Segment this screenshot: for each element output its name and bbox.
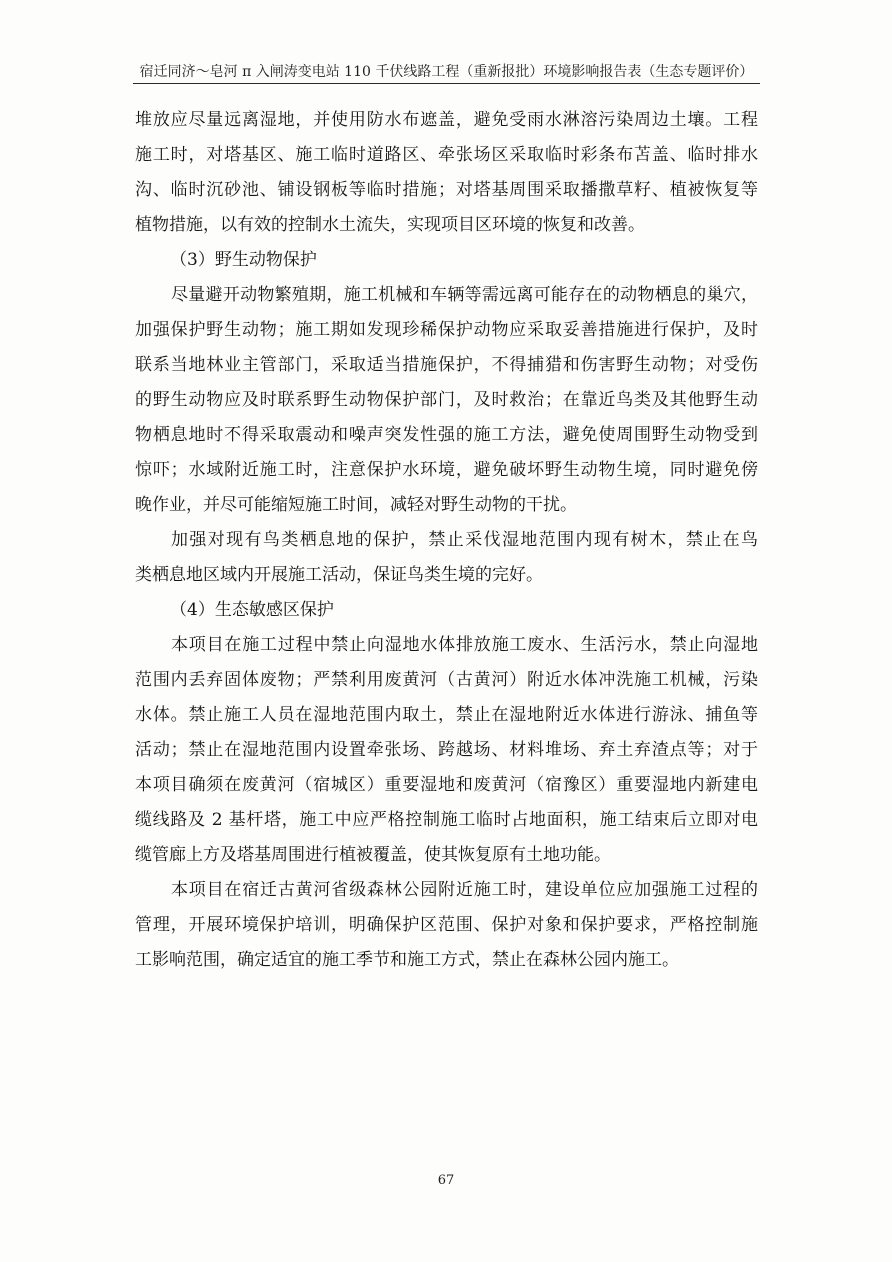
section-heading-wildlife: （3）野生动物保护: [170, 250, 317, 270]
body-line: 缆管廊上方及塔基周围进行植被覆盖，使其恢复原有土地功能。: [135, 845, 611, 865]
body-line: 晚作业，并尽可能缩短施工时间，减轻对野生动物的干扰。: [135, 495, 577, 515]
body-line: 堆放应尽量远离湿地，并使用防水布遮盖，避免受雨水淋溶污染周边土壤。工程: [135, 110, 758, 130]
body-line: 本项目确须在废黄河（宿城区）重要湿地和废黄河（宿豫区）重要湿地内新建电: [135, 775, 758, 795]
body-line: 活动；禁止在湿地范围内设置牵张场、跨越场、材料堆场、弃土弃渣点等；对于: [135, 740, 758, 760]
paragraph-bird-habitat: [135, 523, 758, 593]
body-line: 沟、临时沉砂池、铺设钢板等临时措施；对塔基周围采取播撒草籽、植被恢复等: [135, 180, 758, 200]
body-line: 联系当地林业主管部门，采取适当措施保护，不得捕猎和伤害野生动物；对受伤: [135, 355, 758, 375]
body-line: 范围内丢弃固体废物；严禁利用废黄河（古黄河）附近水体冲洗施工机械，污染: [135, 670, 758, 690]
body-line: 加强对现有鸟类栖息地的保护，禁止采伐湿地范围内现有树木，禁止在鸟: [171, 530, 758, 550]
body-line: 植物措施，以有效的控制水土流失，实现项目区环境的恢复和改善。: [135, 215, 645, 235]
body-line: 本项目在宿迁古黄河省级森林公园附近施工时，建设单位应加强施工过程的: [171, 880, 758, 900]
paragraph-sensitive-area: [135, 628, 758, 873]
body-line: 管理，开展环境保护培训，明确保护区范围、保护对象和保护要求，严格控制施: [135, 915, 758, 935]
paragraph-forest-park: [135, 873, 758, 978]
body-line: 加强保护野生动物；施工期如发现珍稀保护动物应采取妥善措施进行保护，及时: [135, 320, 758, 340]
body-line: 施工时，对塔基区、施工临时道路区、牵张场区采取临时彩条布苫盖、临时排水: [135, 145, 758, 165]
body-line: 水体。禁止施工人员在湿地范围内取土，禁止在湿地附近水体进行游泳、捕鱼等: [135, 705, 758, 725]
section-heading-sensitive-area: （4）生态敏感区保护: [170, 600, 334, 620]
paragraph-wildlife: [135, 278, 758, 523]
body-line: 工影响范围，确定适宜的施工季节和施工方式，禁止在森林公园内施工。: [135, 950, 679, 970]
body-line: 的野生动物应及时联系野生动物保护部门，及时救治；在靠近鸟类及其他野生动: [135, 390, 758, 410]
body-line: 惊吓；水域附近施工时，注意保护水环境，避免破坏野生动物生境，同时避免傍: [135, 460, 758, 480]
body-line: 尽量避开动物繁殖期，施工机械和车辆等需远离可能存在的动物栖息的巢穴，: [171, 285, 758, 305]
page-number: 67: [437, 1173, 455, 1188]
body-line: 类栖息地区域内开展施工活动，保证鸟类生境的完好。: [135, 565, 543, 585]
paragraph-intro: [135, 103, 758, 243]
body-text: [135, 103, 758, 978]
running-header-title: 宿迁同济～皂河 π 入闸涛变电站 110 千伏线路工程（重新报批）环境影响报告表（生态专题评价）: [139, 64, 754, 80]
body-line: 本项目在施工过程中禁止向湿地水体排放施工废水、生活污水，禁止向湿地: [171, 635, 758, 655]
body-line: 物栖息地时不得采取震动和噪声突发性强的施工方法，避免使周围野生动物受到: [135, 425, 758, 445]
header-rule: [133, 83, 760, 84]
body-line: 缆线路及 2 基杆塔，施工中应严格控制施工临时占地面积，施工结束后立即对电: [135, 810, 758, 830]
